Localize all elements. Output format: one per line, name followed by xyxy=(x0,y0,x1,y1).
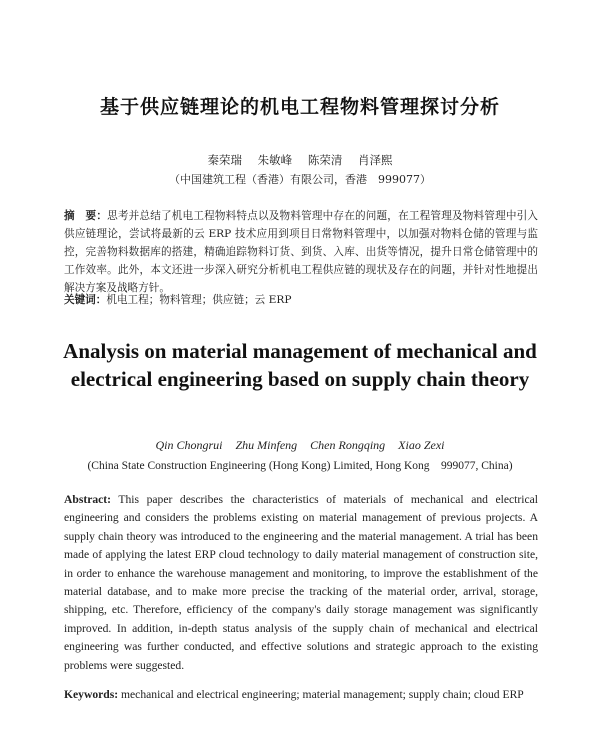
chinese-author: 陈荣清 xyxy=(307,153,343,167)
english-author: Zhu Minfeng xyxy=(235,438,298,452)
chinese-author: 肖泽熙 xyxy=(357,153,393,167)
chinese-title: 基于供应链理论的机电工程物料管理探讨分析 xyxy=(99,96,500,118)
chinese-keywords-text: 机电工程；物料管理；供应链；云 ERP xyxy=(106,294,292,306)
english-title: Analysis on material management of mechanical and electrical engineering based on supply chain theory xyxy=(63,339,537,391)
english-author: Xiao Zexi xyxy=(398,438,445,452)
english-author: Qin Chongrui xyxy=(155,438,223,452)
english-author: Chen Rongqing xyxy=(310,438,386,452)
chinese-abstract-text: 思考并总结了机电工程物料特点以及物料管理中存在的问题，在工程管理及物料管理中引入供应链理论，尝试将最新的云 ERP 技术应用到项目日常物料管理中，以加强对物料仓储的管理与监控，完善物料数据库的搭建，精确追踪物料订货、到货、入库、出货等情况，提升日常仓储管理中的工作效率。此外，本文还进一步深入研究分析机电工程供应链的现状及存在的问题，并针对性地提出解决方案及战略方针。 xyxy=(64,210,538,294)
chinese-author-list xyxy=(0,152,600,168)
english-keywords xyxy=(64,686,538,704)
chinese-abstract xyxy=(64,207,538,297)
english-author-list xyxy=(0,438,600,453)
chinese-keywords-label: 关键词： xyxy=(64,294,107,306)
english-abstract-label: Abstract: xyxy=(64,493,112,506)
english-abstract-text: This paper describes the characteristics of materials of mechanical and electrical engineering and considers the problems existing on material management of previous projects. A supply chain theory was introduced to the engineering and the material management. A trial has been made of applying the latest ERP cloud technology to daily material management of construction site, in order to enhance the warehouse management and monitoring, to improve the establishment of the material database, and to make more precise the tracking of the material order, arrival, storage, shipping, etc. Therefore, efficiency of the company's daily storage management was significantly improved. In addition, in-depth status analysis of the supply chain of mechanical and electrical engineering was further conducted, and effective solutions and strategic approach to the existing problems were suggested. xyxy=(64,493,538,672)
english-affiliation: (China State Construction Engineering (Hong Kong) Limited, Hong Kong 999077, China) xyxy=(87,460,513,472)
chinese-abstract-label: 摘 要： xyxy=(64,210,108,222)
english-keywords-label: Keywords: xyxy=(64,688,119,701)
chinese-author: 秦荣瑞 xyxy=(207,153,243,167)
english-keywords-text: mechanical and electrical engineering; material management; supply chain; cloud ERP xyxy=(121,688,524,701)
chinese-affiliation: （中国建筑工程（香港）有限公司，香港 999077） xyxy=(169,173,431,186)
chinese-keywords xyxy=(64,291,538,309)
english-abstract xyxy=(64,491,538,675)
chinese-author: 朱敏峰 xyxy=(257,153,293,167)
